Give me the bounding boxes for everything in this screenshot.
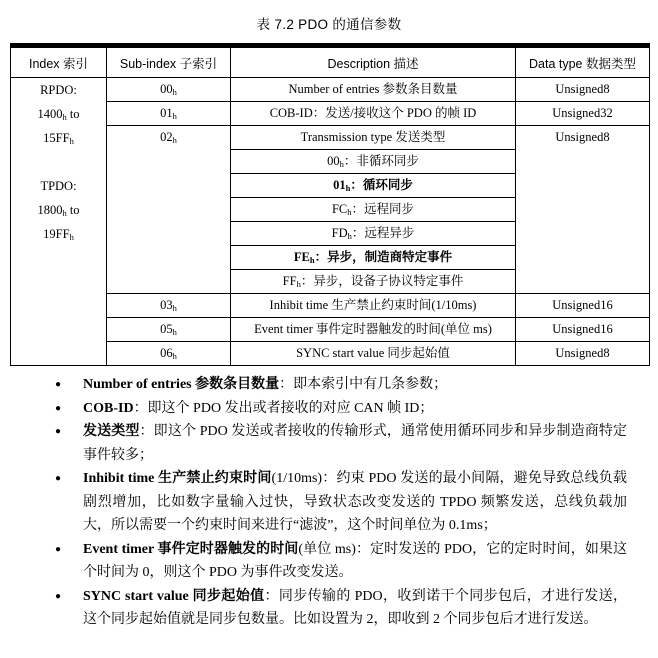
col-header-index: Index 索引 (11, 46, 107, 78)
list-item-term: SYNC start value 同步起始值 (83, 588, 265, 604)
bullet-icon: ● (55, 543, 62, 555)
list-item (55, 585, 627, 632)
description-cell: $FE_h$：异步，制造商特定事件 (231, 246, 516, 270)
table-row (11, 126, 650, 150)
list-item (55, 397, 627, 421)
list-item (55, 420, 627, 467)
table-row (11, 78, 650, 102)
list-item (55, 373, 627, 397)
subindex-cell: $02_h$ (107, 126, 231, 294)
description-cell: $FD_h$：远程异步 (231, 222, 516, 246)
description-cell: Inhibit time 生产禁止约束时间(1/10ms) (231, 294, 516, 318)
table-row (11, 342, 650, 366)
list-item-term: Event timer 事件定时器触发的时间 (83, 541, 299, 557)
index-range-cell (11, 78, 107, 366)
description-cell: $FC_h$：远程同步 (231, 198, 516, 222)
subindex-cell: $05_h$ (107, 318, 231, 342)
table-header-row (11, 46, 650, 78)
list-item-term: Number of entries 参数条目数量 (83, 377, 280, 392)
subindex-cell: $06_h$ (107, 342, 231, 366)
index-line: $1800_h$ to (37, 203, 80, 218)
index-line: $19FF_h$ (43, 227, 74, 242)
bullet-icon: ● (55, 426, 62, 437)
list-item-text: ：即本索引中有几条参数； (279, 377, 448, 392)
list-item-text: ：即这个 PDO 发送或者接收的传输形式，通常使用循环同步和异步制造商特定事件较多； (83, 424, 627, 463)
datatype-cell: Unsigned32 (516, 102, 650, 126)
datatype-cell: Unsigned16 (516, 318, 650, 342)
bullet-icon: ● (55, 590, 62, 602)
description-cell: $01_h$：循环同步 (231, 174, 516, 198)
description-cell: $FF_h$：异步，设备子协议特定事件 (231, 270, 516, 294)
explanation-list (0, 373, 658, 632)
table-row (11, 294, 650, 318)
list-item (55, 538, 628, 585)
subindex-cell: $03_h$ (107, 294, 231, 318)
index-line (11, 150, 106, 174)
list-item-term: COB-ID (83, 400, 134, 416)
bullet-icon: ● (55, 473, 62, 484)
bullet-icon: ● (55, 379, 62, 390)
list-item-term: Inhibit time 生产禁止约束时间 (83, 471, 272, 486)
description-cell: Event timer 事件定时器触发的时间(单位 ms) (231, 318, 516, 342)
index-line: TPDO: (40, 179, 77, 193)
list-item-term: 发送类型 (83, 424, 140, 439)
index-line: RPDO: (40, 83, 77, 97)
datatype-cell: Unsigned16 (516, 294, 650, 318)
description-cell: COB-ID：发送/接收这个 PDO 的帧 ID (231, 102, 516, 126)
pdo-communication-params-table (10, 43, 650, 366)
index-line: $15FF_h$ (43, 131, 74, 146)
description-cell: Number of entries 参数条目数量 (231, 78, 516, 102)
description-cell: SYNC start value 同步起始值 (231, 342, 516, 366)
list-item-text: (1/10ms)：约束 PDO 发送的最小间隔，避免导致总线负载剧烈增加，比如数字量输入过快，导致状态改变发送的 TPDO 频繁发送，总线负载加大，所以需要一个约束时间来进行“滤波”，这个时间单位为 0.1ms； (83, 471, 627, 533)
table-caption: 表 7.2 PDO 的通信参数 (256, 17, 402, 32)
datatype-cell: Unsigned8 (516, 342, 650, 366)
col-header-description: Description 描述 (231, 46, 516, 78)
col-header-sub-index: Sub-index 子索引 (107, 46, 231, 78)
description-cell: Transmission type 发送类型 (231, 126, 516, 150)
datatype-cell: Unsigned8 (516, 78, 650, 102)
list-item-text: (单位 ms)：定时发送的 PDO，它的定时时间，如果这个时间为 0，则这个 PDO 为事件改变发送。 (83, 541, 628, 580)
list-item-text: ：同步传输的 PDO，收到诺干个同步包后，才进行发送，这个同步起始值就是同步包数量。比如设置为 2，即收到 2 个同步包后才进行发送。 (83, 588, 627, 627)
description-cell: $00_h$：非循环同步 (231, 150, 516, 174)
list-item (55, 467, 627, 538)
datatype-cell: Unsigned8 (516, 126, 650, 294)
table-row (11, 102, 650, 126)
subindex-cell: $01_h$ (107, 102, 231, 126)
col-header-data-type: Data type 数据类型 (516, 46, 650, 78)
table-row (11, 318, 650, 342)
list-item-text: ：即这个 PDO 发出或者接收的对应 CAN 帧 ID； (133, 400, 434, 416)
bullet-icon: ● (55, 402, 62, 414)
index-line: $1400_h$ to (37, 107, 80, 122)
subindex-cell: $00_h$ (107, 78, 231, 102)
